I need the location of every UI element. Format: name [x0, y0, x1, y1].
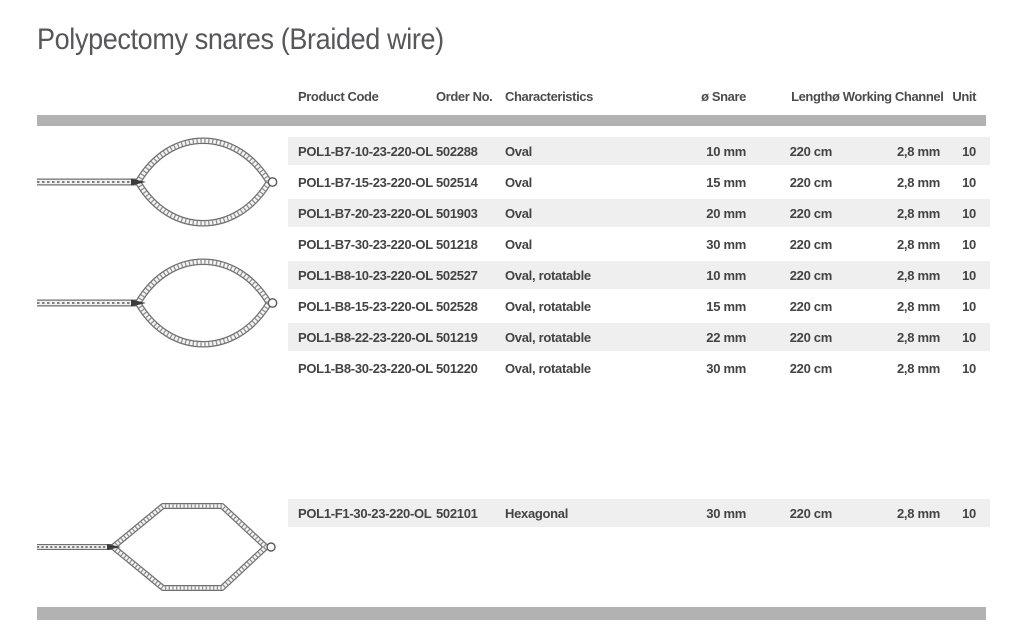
cell-unit: 10	[962, 236, 976, 252]
cell-product-code: POL1-B7-20-23-220-OL	[298, 205, 433, 221]
cell-product-code: POL1-B7-15-23-220-OL	[298, 174, 433, 190]
column-header-characteristics: Characteristics	[505, 89, 593, 104]
cell-length: 220 cm	[789, 298, 832, 314]
cell-characteristics: Hexagonal	[505, 505, 569, 521]
cell-characteristics: Oval, rotatable	[505, 267, 591, 283]
table-row	[288, 168, 990, 196]
hexagonal-snare-illustration	[30, 498, 280, 598]
column-header-working-channel: ø Working Channel	[832, 89, 944, 104]
cell-snare-diameter: 10 mm	[706, 143, 746, 159]
cell-length: 220 cm	[789, 329, 832, 345]
cell-snare-diameter: 10 mm	[706, 267, 746, 283]
table-header	[288, 84, 990, 104]
table-row	[288, 499, 990, 527]
cell-product-code: POL1-F1-30-23-220-OL	[298, 505, 432, 521]
cell-unit: 10	[962, 174, 976, 190]
cell-order-no: 501903	[436, 205, 478, 221]
cell-order-no: 502288	[436, 143, 478, 159]
cell-characteristics: Oval, rotatable	[505, 329, 591, 345]
table-row	[288, 323, 990, 351]
cell-product-code: POL1-B8-22-23-220-OL	[298, 329, 433, 345]
cell-length: 220 cm	[789, 236, 832, 252]
cell-order-no: 501218	[436, 236, 478, 252]
cell-order-no: 502527	[436, 267, 478, 283]
table-row	[288, 261, 990, 289]
cell-unit: 10	[962, 505, 976, 521]
cell-length: 220 cm	[789, 505, 832, 521]
cell-working-channel: 2,8 mm	[896, 329, 940, 345]
cell-working-channel: 2,8 mm	[896, 143, 940, 159]
cell-characteristics: Oval	[505, 236, 532, 252]
cell-product-code: POL1-B8-15-23-220-OL	[298, 298, 433, 314]
product-table	[288, 137, 990, 382]
table-row	[288, 292, 990, 320]
cell-length: 220 cm	[789, 267, 832, 283]
cell-product-code: POL1-B8-30-23-220-OL	[298, 360, 433, 376]
cell-product-code: POL1-B7-30-23-220-OL	[298, 236, 433, 252]
cell-unit: 10	[962, 329, 976, 345]
cell-order-no: 502101	[436, 505, 478, 521]
cell-characteristics: Oval, rotatable	[505, 298, 591, 314]
cell-working-channel: 2,8 mm	[896, 298, 940, 314]
cell-snare-diameter: 30 mm	[706, 360, 746, 376]
cell-snare-diameter: 20 mm	[706, 205, 746, 221]
cell-product-code: POL1-B7-10-23-220-OL	[298, 143, 433, 159]
table-row	[288, 137, 990, 165]
cell-unit: 10	[962, 205, 976, 221]
cell-product-code: POL1-B8-10-23-220-OL	[298, 267, 433, 283]
hexagonal-product-table	[288, 499, 990, 527]
cell-snare-diameter: 30 mm	[706, 505, 746, 521]
cell-snare-diameter: 15 mm	[706, 174, 746, 190]
cell-working-channel: 2,8 mm	[896, 236, 940, 252]
cell-working-channel: 2,8 mm	[896, 174, 940, 190]
cell-characteristics: Oval, rotatable	[505, 360, 591, 376]
divider-bar-bottom	[37, 607, 986, 620]
cell-unit: 10	[962, 267, 976, 283]
cell-snare-diameter: 22 mm	[706, 329, 746, 345]
cell-unit: 10	[962, 298, 976, 314]
column-header-length: Length	[791, 89, 832, 104]
cell-order-no: 501219	[436, 329, 478, 345]
table-row	[288, 199, 990, 227]
cell-working-channel: 2,8 mm	[896, 360, 940, 376]
cell-characteristics: Oval	[505, 174, 532, 190]
cell-working-channel: 2,8 mm	[896, 267, 940, 283]
table-row	[288, 230, 990, 258]
cell-characteristics: Oval	[505, 205, 532, 221]
page-title: Polypectomy snares (Braided wire)	[37, 23, 444, 56]
divider-bar-top	[37, 115, 986, 126]
cell-length: 220 cm	[789, 360, 832, 376]
cell-working-channel: 2,8 mm	[896, 505, 940, 521]
cell-unit: 10	[962, 143, 976, 159]
cell-unit: 10	[962, 360, 976, 376]
cell-working-channel: 2,8 mm	[896, 205, 940, 221]
column-header-snare-diameter: ø Snare	[701, 89, 746, 104]
column-header-product-code: Product Code	[298, 89, 379, 104]
oval-snare-illustration	[30, 133, 280, 233]
cell-order-no: 502528	[436, 298, 478, 314]
cell-length: 220 cm	[789, 174, 832, 190]
cell-order-no: 501220	[436, 360, 478, 376]
cell-characteristics: Oval	[505, 143, 532, 159]
cell-length: 220 cm	[789, 205, 832, 221]
oval-rotatable-snare-illustration	[30, 254, 280, 354]
column-header-order-no: Order No.	[436, 89, 493, 104]
cell-length: 220 cm	[789, 143, 832, 159]
cell-snare-diameter: 15 mm	[706, 298, 746, 314]
cell-snare-diameter: 30 mm	[706, 236, 746, 252]
column-header-unit: Unit	[952, 89, 976, 104]
cell-order-no: 502514	[436, 174, 478, 190]
table-row	[288, 354, 990, 382]
